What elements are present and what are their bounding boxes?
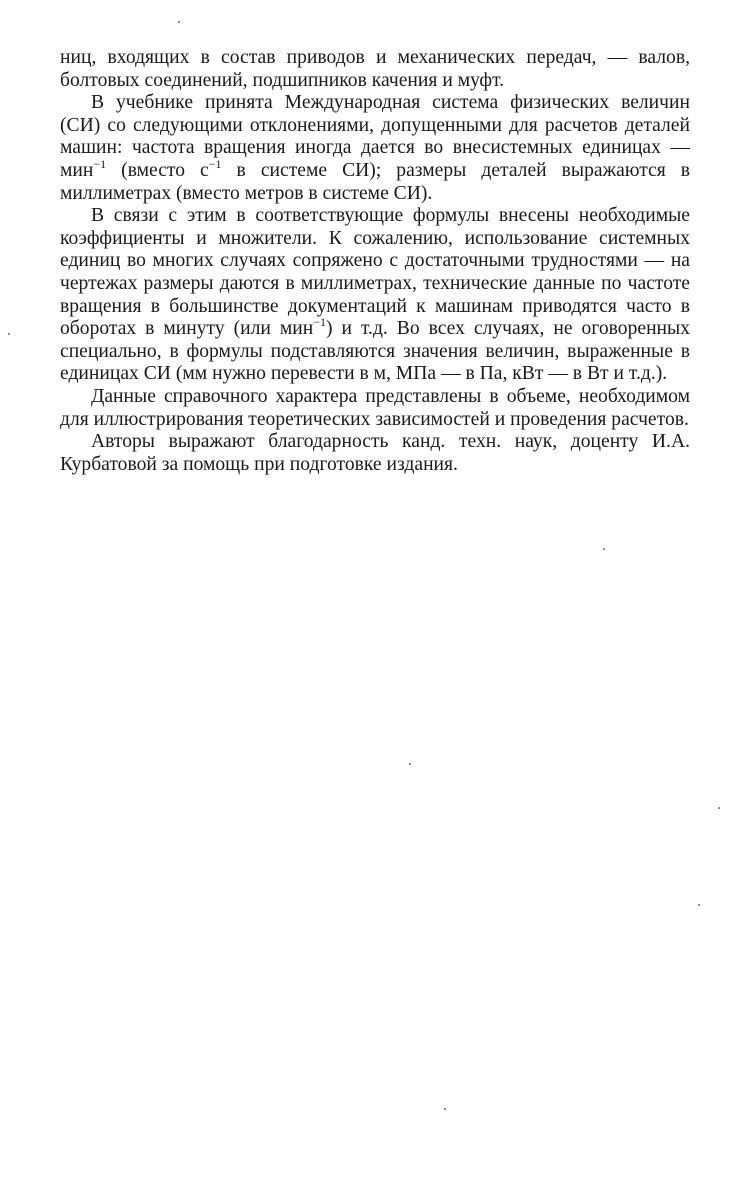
superscript: −1 — [313, 315, 327, 330]
scan-speck — [698, 904, 700, 906]
paragraph-text: Данные справочного характера представлены в объеме, необходимом для иллюстрирования теоретических зависимостей и проведения расчетов. — [60, 385, 690, 430]
paragraph-text: Авторы выражают благодарность канд. техн. наук, доценту И.А. Курбатовой за помощь при подготовке издания. — [60, 431, 690, 475]
paragraph — [60, 386, 690, 431]
scan-speck — [718, 807, 720, 809]
paragraph-text: ниц, входящих в состав приводов и механических передач, — валов, болтовых соединений, подшипников качения и муфт. — [60, 47, 690, 91]
paragraph — [60, 47, 690, 92]
document-body — [60, 47, 690, 476]
scan-speck — [444, 1108, 446, 1110]
scan-speck — [8, 333, 10, 335]
paragraph — [60, 92, 690, 205]
paragraph-text: ) и т.д. Во всех случаях, не оговоренных специально, в формулы подставляются значения величин, выраженные в единицах СИ (мм нужно перевести в м, МПа — в Па, кВт — в Вт и т.д.). — [60, 318, 691, 385]
scan-speck — [178, 21, 180, 23]
paragraph — [60, 205, 690, 386]
scan-speck — [603, 548, 605, 550]
paragraph-text: В связи с этим в соответствующие формулы внесены необходимые коэффициенты и множители. К сожалению, использование системных единиц во многих случаях сопряжено с достаточными трудностями — на чертежах размеры даются в миллиметрах, технические данные по частоте вращения в большинстве документаций к машинам приводятся часто в оборотах в минуту (или мин — [60, 205, 690, 340]
paragraph-text: (вместо с — [106, 159, 209, 181]
scan-speck — [409, 763, 411, 765]
superscript: −1 — [208, 156, 222, 171]
superscript: −1 — [93, 156, 107, 171]
paragraph — [60, 431, 690, 476]
paragraph-text: В учебнике принята Международная система физических величин (СИ) со следующими отклонениями, допущенными для расчетов деталей машин: частота вращения иногда дается во внесистемных единицах — мин — [60, 92, 690, 181]
paragraph-text: в системе СИ); размеры деталей выражаются в миллиметрах (вместо метров в системе СИ). — [60, 159, 690, 204]
